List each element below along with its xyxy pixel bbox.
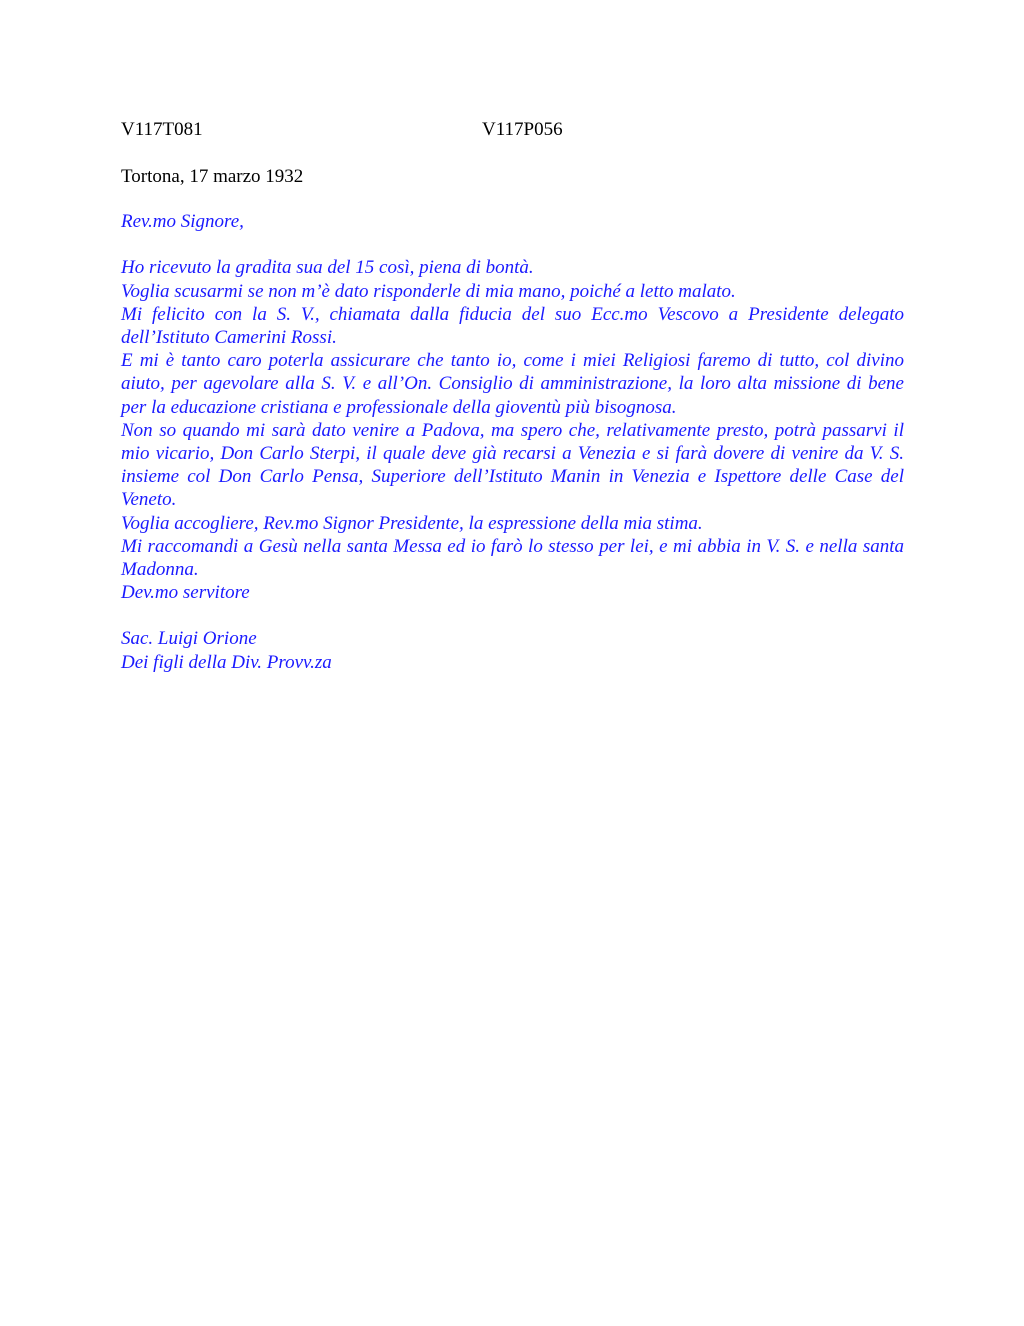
paragraph-7: Mi raccomandi a Gesù nella santa Messa ed io farò lo stesso per lei, e mi abbia in V. S. e nella santa Madonna. bbox=[121, 535, 904, 581]
signature-name: Sac. Luigi Orione bbox=[121, 628, 257, 650]
reference-code-right: V117P056 bbox=[482, 119, 563, 140]
signature-affiliation: Dei figli della Div. Provv.za bbox=[121, 651, 332, 673]
reference-code-left: V117T081 bbox=[121, 119, 203, 140]
closing: Dev.mo servitore bbox=[121, 582, 250, 604]
place-and-date: Tortona, 17 marzo 1932 bbox=[121, 166, 304, 187]
letter-page bbox=[121, 118, 904, 674]
paragraph-2: Voglia scusarmi se non m’è dato risponderle di mia mano, poiché a letto malato. bbox=[121, 280, 736, 302]
paragraph-6: Voglia accogliere, Rev.mo Signor Presidente, la espressione della mia stima. bbox=[121, 512, 703, 534]
paragraph-5: Non so quando mi sarà dato venire a Padova, ma spero che, relativamente presto, potrà passarvi il mio vicario, Don Carlo Sterpi, il quale deve già recarsi a Venezia e si farà dovere di venire da V. S. insieme col Don Carlo Pensa, Superiore dell’Istituto Manin in Venezia e Ispettore delle Case del Veneto. bbox=[121, 419, 904, 511]
salutation: Rev.mo Signore, bbox=[121, 211, 244, 233]
paragraph-4: E mi è tanto caro poterla assicurare che tanto io, come i miei Religiosi faremo di tutto, col divino aiuto, per agevolare alla S. V. e all’On. Consiglio di amministrazione, la loro alta missione di bene per la educazione cristiana e professionale della gioventù più bisognosa. bbox=[121, 350, 904, 418]
paragraph-1: Ho ricevuto la gradita sua del 15 così, piena di bontà. bbox=[121, 257, 534, 279]
signature-block bbox=[121, 627, 904, 673]
letter-body bbox=[121, 256, 904, 604]
paragraph-3: Mi felicito con la S. V., chiamata dalla fiducia del suo Ecc.mo Vescovo a Presidente delegato dell’Istituto Camerini Rossi. bbox=[121, 303, 904, 349]
letter-content bbox=[121, 210, 904, 674]
reference-codes bbox=[121, 118, 904, 142]
